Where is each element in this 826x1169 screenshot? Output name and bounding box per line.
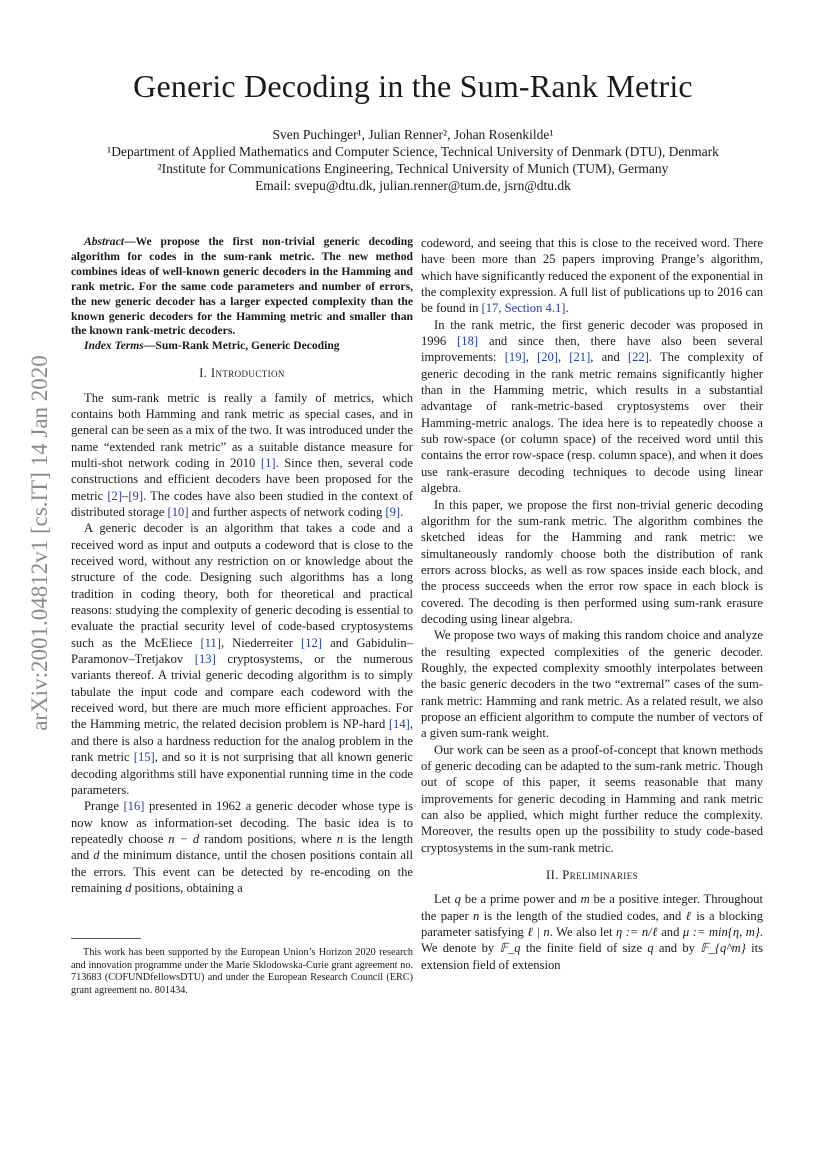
math-expr: n (336, 831, 343, 846)
intro-paragraph-4: codeword, and seeing that this is close to the received word. There have been more than 25 papers improving Prange’s algorithm, which have significantly reduced the exponent of the exponential in the complexity expression. A full list of publications up to 2016 can be found in [17, Section 4.1]. (421, 236, 763, 316)
math-expr: n (472, 908, 480, 923)
paper-title: Generic Decoding in the Sum-Rank Metric (133, 68, 693, 104)
left-column (71, 235, 413, 896)
author-emails: Email: svepu@dtu.dk, julian.renner@tum.de, jsrn@dtu.dk (255, 178, 571, 193)
abstract-heading: Abstract (84, 235, 124, 248)
math-expr: d (125, 880, 132, 895)
affiliation-tum: ²Institute for Communications Engineering, Technical University of Munich (TUM), Germany (157, 161, 669, 176)
index-terms (71, 339, 413, 354)
section-number: I. (199, 366, 211, 381)
section-heading-introduction (71, 365, 413, 381)
right-column (421, 235, 763, 973)
intro-paragraph-8: Our work can be seen as a proof-of-concept that known methods of generic decoding can be adapted to the sum-rank metric. Though out of scope of this paper, it seems reasonable that many improvements for generic decoding in Hamming and rank metric can also be applied, which might further reduce the complexity. Moreover, the results open up the possibility to study code-based cryptosystems in the sum-rank metric. (421, 742, 763, 855)
arxiv-identifier-stamp: arXiv:2001.04812v1 [cs.IT] 14 Jan 2020 (27, 355, 52, 731)
author-names: Sven Puchinger¹, Julian Renner², Johan Rosenkilde¹ (272, 127, 554, 142)
math-expr: q (647, 941, 654, 956)
math-expr: m (580, 892, 590, 907)
citation-link[interactable]: [2] (107, 488, 123, 503)
citation-link[interactable]: [9] (385, 505, 401, 519)
citation-link[interactable]: [20] (537, 350, 558, 365)
math-expr: ℓ (685, 908, 692, 923)
abstract (71, 235, 413, 339)
citation-link[interactable]: [1] (260, 455, 276, 470)
citation-link[interactable]: [12] (301, 635, 323, 650)
citation-link[interactable]: [9] (128, 488, 144, 503)
section-number: II. (546, 868, 563, 883)
citation-link[interactable]: [11] (200, 635, 221, 650)
intro-paragraph-5: In the rank metric, the first generic decoder was proposed in 1996 [18] and since then, there have also been several improvements: [19], [20], [21], and [22]. The complexity of generic decoding in the rank metric remains significantly higher than in the Hamming metric, which results in a substantial advantage of rank-metric-based cryptosystems over their Hamming-metric analogs. The idea here is to repeatedly choose a sub row-space (or column space) of the received word until this contains the error row-space (resp. column space), and when it does use rank-erasure decoding techniques to decode using linear algebra. (421, 317, 764, 496)
intro-paragraph-1: The sum-rank metric is really a family of metrics, which contains both Hamming and rank metric as special cases, and in general can be seen as a mix of the two. It was introduced under the name “extended rank metric” as a suitable distance measure for multi-shot network coding in 2010 [1]. Since then, several code constructions and efficient decoders have been proposed for the metric [2]–[9]. The codes have also been studied in the context of distributed storage [10] and further aspects of network coding [9]. (71, 390, 413, 519)
index-terms-heading: Index Terms (84, 339, 144, 353)
citation-link[interactable]: [13] (194, 652, 216, 667)
math-expr: q (454, 892, 461, 907)
citation-link[interactable]: [17, Section 4.1] (481, 301, 566, 316)
citation-link[interactable]: [18] (457, 334, 479, 349)
intro-paragraph-2: A generic decoder is an algorithm that takes a code and a received word as input and outputs a codeword that is close to the received word, without any restriction on or knowledge about the structure of the code. Designing such algorithms has a long tradition in coding theory, both for theoretical and practical reasons: studying the complexity of generic decoding is essential to evaluate the practial security level of code-based cryptosystems such as the McEliece [11], Niederreiter [12] and Gabidulin–Paramonov–Tretjakov [13] cryptosystems, or the numerous variants thereof. A trivial generic decoding algorithm is to simply tabulate the input code and compare each codeword with the received word, but there are much more efficient approaches. For the Hamming metric, the related decision problem is NP-hard [14], and there is also a hardness reduction for the analog problem in the rank metric [15], and so it is not surprising that all known generic decoding algorithms still have exponential running time in the code parameters. (71, 521, 413, 797)
intro-paragraph-3: Prange [16] presented in 1962 a generic decoder whose type is now know as information-set decoding. The basic idea is to repeatedly choose n − d random positions, where n is the length and d the minimum distance, until the chosen positions contain all the errors. This event can be detected by re-encoding on the remaining d positions, obtaining a (71, 799, 414, 895)
citation-link[interactable]: [14] (388, 717, 410, 732)
citation-link[interactable]: [21] (569, 350, 591, 365)
abstract-text: —We propose the first non-trivial generic decoding algorithm for codes in the sum-rank metric. The new method combines ideas of well-known generic decoders in the Hamming and rank metric. For the same code parameters and number of errors, the new generic decoder has a larger expected complexity than the known generic decoders for the Hamming metric and smaller than the known rank-metric decoders. (71, 235, 413, 338)
math-expr: 𝔽_{q^m} (700, 941, 746, 956)
section-heading-preliminaries (421, 867, 763, 883)
intro-paragraph-6: In this paper, we propose the first non-trivial generic decoding algorithm for the sum-rank metric. The algorithm combines the sketched ideas for the Hamming and rank metric: we simultaneously randomly choose both the distribution of rank errors across blocks, as well as row spaces inside each block, and the process succeeds when the error row space in each block is covered. The decoding is then performed using sum-rank erasure decoding using linear algebra. (421, 497, 763, 626)
preliminaries-paragraph-1: Let q be a prime power and m be a positive integer. Throughout the paper n is the length of the studied codes, and ℓ is a blocking parameter satisfying ℓ | n. We also let η := n/ℓ and μ := min{η, m}. We denote by 𝔽_q the finite field of size q and by 𝔽_{q^m} its extension field of extension (421, 892, 764, 972)
section-name: Preliminaries (562, 868, 638, 883)
funding-footnote: This work has been supported by the European Union’s Horizon 2020 research and innovation programme under the Marie Sklodowska-Curie grant agreement no. 713683 (COFUNDfellowsDTU) and under the European Research Council (ERC) grant agreement no. 801434. (71, 947, 413, 996)
index-terms-text: —Sum-Rank Metric, Generic Decoding (143, 339, 340, 353)
math-expr: d (93, 848, 100, 863)
math-expr: n − d (168, 831, 200, 846)
math-expr: 𝔽_q (499, 941, 521, 956)
citation-link[interactable]: [16] (123, 799, 145, 814)
math-expr: ℓ | n (527, 925, 550, 940)
math-expr: η := n/ℓ (615, 925, 658, 940)
author-block (60, 126, 766, 194)
math-expr: μ := min{η, m} (682, 925, 760, 940)
citation-link[interactable]: [19] (504, 350, 526, 365)
citation-link[interactable]: [15] (133, 750, 155, 765)
intro-paragraph-7: We propose two ways of making this random choice and analyze the resulting expected complexities of the generic decoder. Roughly, the expected complexity smoothly interpolates between the basic generic decoders in the two “extremal” cases of the sum-rank metric: Hamming and rank metric. As a related result, we also propose an efficient algorithm to compute the number of vectors of a given sum-rank weight. (421, 628, 763, 741)
citation-link[interactable]: [10] (167, 505, 189, 519)
affiliation-dtu: ¹Department of Applied Mathematics and Computer Science, Technical University of Denmark (DTU), Denmark (107, 144, 719, 159)
citation-link[interactable]: [22] (627, 350, 649, 365)
section-name: Introduction (210, 366, 285, 381)
footnote-divider (71, 938, 141, 939)
